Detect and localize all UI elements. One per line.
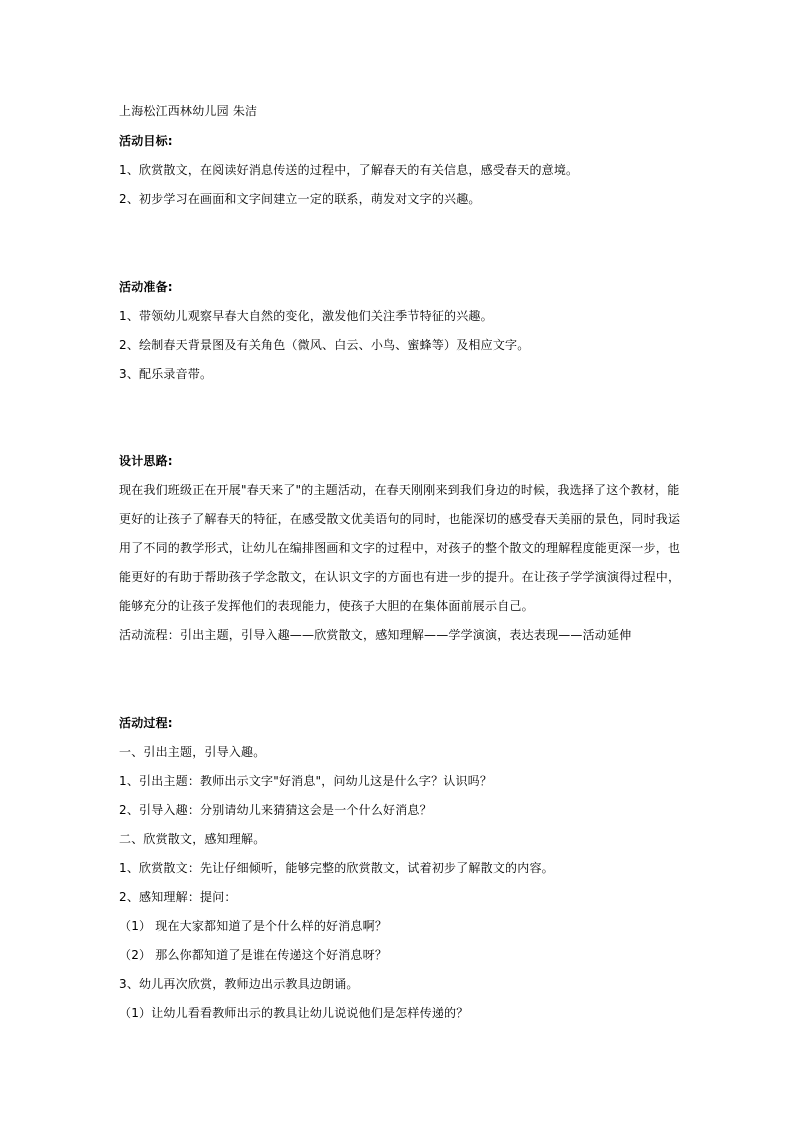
goals-item: 2、初步学习在画面和文字间建立一定的联系，萌发对文字的兴趣。 (119, 192, 481, 206)
preparation-item: 1、带领幼儿观察早春大自然的变化，激发他们关注季节特征的兴趣。 (119, 309, 493, 323)
process-item: （1） 现在大家都知道了是个什么样的好消息啊？ (119, 919, 388, 933)
design-heading: 设计思路: (119, 454, 173, 468)
process-item: 1、欣赏散文：先让仔细倾听，能够完整的欣赏散文，试着初步了解散文的内容。 (119, 861, 554, 875)
design-line: 能够充分的让孩子发挥他们的表现能力，使孩子大胆的在集体面前展示自己。 (119, 599, 534, 613)
preparation-heading: 活动准备: (119, 280, 173, 294)
process-item: 2、感知理解：提问： (119, 890, 237, 904)
design-line: 更好的让孩子了解春天的特征，在感受散文优美语句的同时，也能深切的感受春天美丽的景色，同时我运 (119, 512, 681, 526)
process-item: 1、引出主题：教师出示文字"好消息"，问幼儿这是什么字？认识吗？ (119, 774, 493, 788)
design-line: 用了不同的教学形式，让幼儿在编排图画和文字的过程中，对孩子的整个散文的理解程度能更深一步，也 (119, 541, 681, 555)
design-paragraph (119, 476, 681, 621)
goals-heading: 活动目标: (119, 134, 173, 148)
design-line: 现在我们班级正在开展"春天来了"的主题活动，在春天刚刚来到我们身边的时候，我选择了这个教材，能 (119, 483, 680, 497)
process-item: 一、引出主题，引导入趣。 (119, 745, 266, 759)
process-item: 二、欣赏散文，感知理解。 (119, 832, 266, 846)
process-item: （2） 那么你都知道了是谁在传递这个好消息呀？ (119, 948, 388, 962)
process-heading: 活动过程: (119, 716, 173, 730)
process-item: （1）让幼儿看看教师出示的教具让幼儿说说他们是怎样传递的？ (119, 1006, 469, 1020)
goals-item: 1、欣赏散文，在阅读好消息传送的过程中，了解春天的有关信息，感受春天的意境。 (119, 163, 579, 177)
preparation-item: 2、绘制春天背景图及有关角色（微风、白云、小鸟、蜜蜂等）及相应文字。 (119, 338, 530, 352)
process-item: 3、幼儿再次欣赏，教师边出示教具边朗诵。 (119, 977, 359, 991)
preparation-item: 3、配乐录音带。 (119, 367, 213, 381)
design-line: 能更好的有助于帮助孩子学念散文，在认识文字的方面也有进一步的提升。在让孩子学学演演得过程中， (119, 570, 681, 584)
process-item: 2、引导入趣：分别请幼儿来猜猜这会是一个什么好消息？ (119, 803, 432, 817)
activity-flow: 活动流程：引出主题，引导入趣——欣赏散文，感知理解——学学演演，表达表现——活动延伸 (119, 628, 632, 642)
author-line: 上海松江西林幼儿园 朱洁 (119, 104, 258, 118)
